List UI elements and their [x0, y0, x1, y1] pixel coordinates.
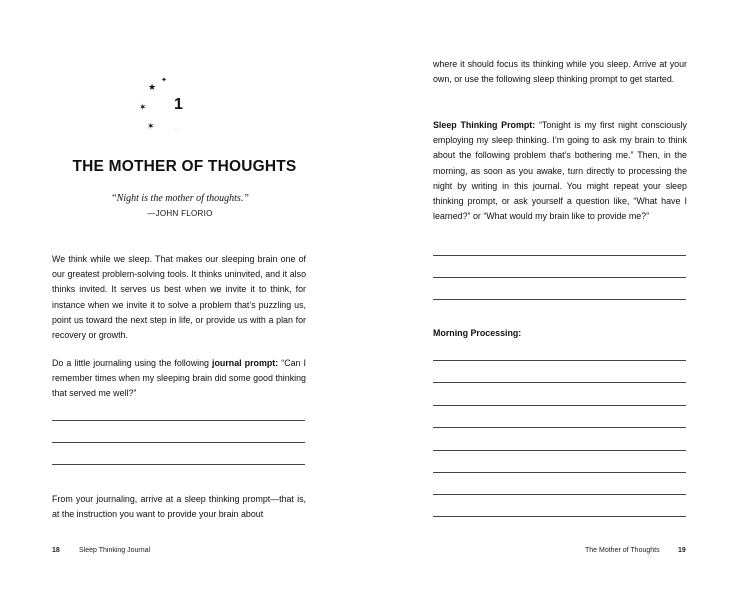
chapter-icon-group: [136, 74, 198, 134]
svg-text:★: ★: [148, 83, 157, 93]
writing-line[interactable]: [433, 299, 686, 300]
paragraph2-rest: “Can I remember times when my sleeping brain did some good thinking that served me well?”: [52, 358, 306, 399]
body-paragraph-3: From your journaling, arrive at a sleep thinking prompt—that is, at the instruction you want to provide your brain about: [52, 494, 306, 520]
writing-line[interactable]: [52, 464, 305, 465]
writing-line[interactable]: [433, 277, 686, 278]
writing-line[interactable]: [433, 427, 686, 428]
body-paragraph-1: We think while we sleep. That makes our sleeping brain one of our greatest problem-solving tools. It thinks uninvited, and it also thinks invited. It serves us best when we invite it to think, for instance when we invite it to solve a problem that’s puzzling us, point us toward the next step in life, or provide us with a plan for recovery or growth.: [52, 254, 306, 341]
morning-processing-label: Morning Processing:: [433, 328, 522, 338]
writing-line[interactable]: [52, 420, 305, 421]
writing-line[interactable]: [433, 516, 686, 517]
chapter-title: THE MOTHER OF THOUGHTS: [72, 158, 297, 175]
chapter-number: 1: [174, 96, 183, 113]
right-paragraph-2: [433, 118, 687, 224]
svg-text:✦: ✦: [161, 76, 167, 84]
running-head-left: Sleep Thinking Journal: [79, 547, 151, 554]
writing-line[interactable]: [433, 494, 686, 495]
crescent-moon-with-stars-icon: [136, 74, 198, 134]
writing-line[interactable]: [433, 405, 686, 406]
sleep-thinking-prompt-text: “Tonight is my first night consciously employing my sleep thinking. I’m going to ask my brain to think about the following problem that’s bothering me.” Then, in the morning, as soon as you awake, turn directly to processing the night by writing in this journal. You might repeat your sleep thinking prompt, or ask yourself a question like, “What have I learned?” or “What would my brain like to provide me?”: [433, 120, 687, 222]
writing-line[interactable]: [433, 472, 686, 473]
writing-line[interactable]: [433, 255, 686, 256]
body-paragraph-2: [52, 356, 306, 402]
page-number-left: 18: [52, 547, 60, 554]
journal-prompt-label: journal prompt:: [212, 358, 279, 368]
right-paragraph-1: where it should focus its thinking while you sleep. Arrive at your own, or use the following sleep thinking prompt to get started.: [433, 59, 687, 85]
writing-line[interactable]: [433, 450, 686, 451]
paragraph2-lead: Do a little journaling using the following: [52, 358, 213, 368]
running-head-right: The Mother of Thoughts: [585, 547, 660, 554]
writing-line[interactable]: [52, 442, 305, 443]
svg-text:✶: ✶: [139, 103, 147, 113]
writing-line[interactable]: [433, 382, 686, 383]
writing-line[interactable]: [433, 360, 686, 361]
page-number-right: 19: [678, 547, 686, 554]
epigraph-quote: “Night is the mother of thoughts.”: [111, 193, 249, 204]
epigraph-attribution: —JOHN FLORIO: [147, 209, 213, 218]
sleep-thinking-prompt-label: Sleep Thinking Prompt:: [433, 120, 536, 130]
svg-text:✶: ✶: [147, 122, 155, 132]
